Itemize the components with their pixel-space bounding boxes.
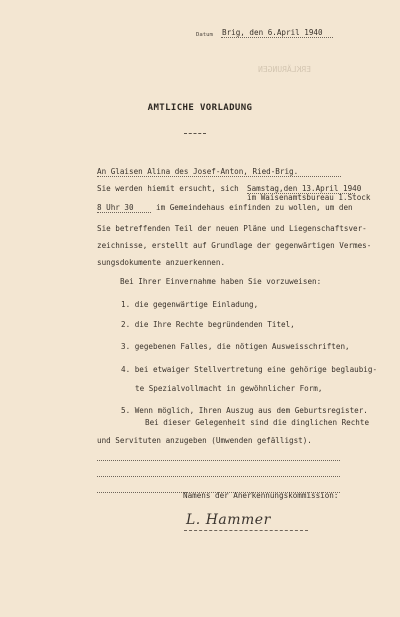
blank-line: [97, 476, 340, 477]
summons-rest: im Gemeindehaus einfinden zu wollen, um den: [156, 203, 353, 212]
date-underline: [221, 37, 333, 38]
closing-line: und Servituten anzugeben (Umwenden gefälligst).: [97, 436, 312, 445]
appointment-time-underline: [97, 212, 151, 213]
summons-prefix: Sie werden hiemit ersucht, sich: [97, 184, 239, 193]
date-value: Brig, den 6.April 1940: [222, 28, 323, 37]
appointment-time: 8 Uhr 30: [97, 203, 134, 212]
signature: L. Hammer: [186, 512, 271, 528]
commission-label: Namens der Anerkennungskommission:: [183, 491, 339, 500]
closing-line: Bei dieser Gelegenheit sind die dinglichen Rechte: [145, 418, 370, 427]
recipient: An Glaisen Alina des Josef-Anton, Ried-Brig.: [97, 167, 299, 176]
list-item: te Spezialvollmacht in gewöhnlicher Form,: [135, 384, 323, 393]
body-line: sungsdokumente anzuerkennen.: [97, 258, 226, 267]
list-item: 3. gegebenen Falles, die nötigen Ausweisschriften,: [121, 342, 350, 351]
list-item: 5. Wenn möglich, Ihren Auszug aus dem Geburtsregister.: [121, 406, 368, 415]
recipient-underline: [97, 176, 341, 177]
list-item: 2. die Ihre Rechte begründenden Titel,: [121, 320, 295, 329]
blank-line: [97, 460, 340, 461]
document-title: AMTLICHE VORLADUNG: [147, 103, 253, 113]
list-item: 1. die gegenwärtige Einladung,: [121, 300, 259, 309]
signature-line: [184, 530, 308, 531]
appointment-date: Samstag,den 13.April 1940: [247, 184, 362, 193]
list-item: 4. bei etwaiger Stellvertretung eine gehörige beglaubig-: [121, 365, 378, 374]
mirrored-heading: ERKLÄRUNGEN: [258, 65, 311, 74]
body-line: Sie betreffenden Teil der neuen Pläne und Liegenschaftsver-: [97, 224, 367, 233]
title-divider: [184, 133, 206, 134]
appointment-place: im Waisenamtsbureau 1.Stock: [247, 193, 371, 202]
date-label: Datum: [196, 32, 213, 38]
body-line: zeichnisse, erstellt auf Grundlage der gegenwärtigen Vermes-: [97, 241, 372, 250]
instructions-intro: Bei Ihrer Einvernahme haben Sie vorzuweisen:: [120, 277, 322, 286]
